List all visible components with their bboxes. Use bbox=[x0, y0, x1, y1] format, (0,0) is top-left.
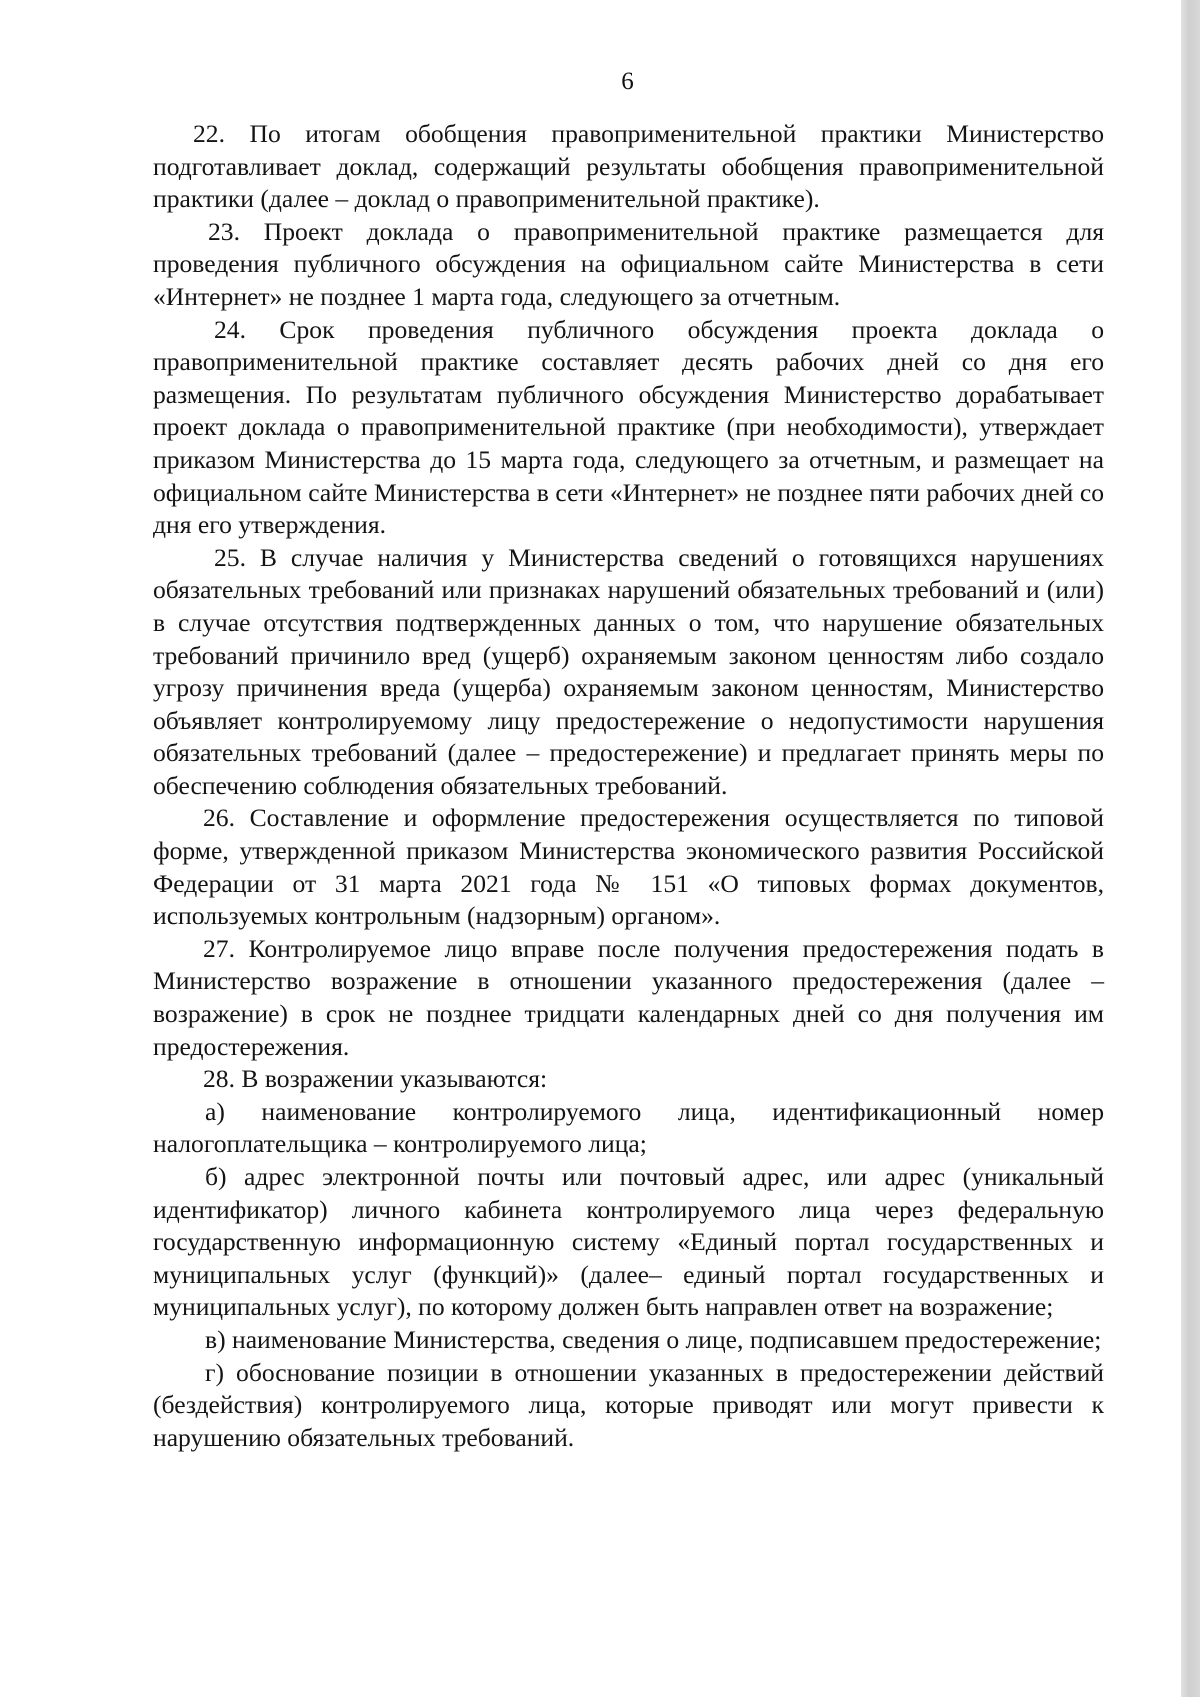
paragraph-23: 23. Проект доклада о правоприменительной практике размещается для проведения публичного обсуждения на официальном сайте Министерства в сети «Интернет» не позднее 1 марта года, следующего за отчетным. bbox=[153, 216, 1104, 311]
paragraph-26: 26. Составление и оформление предостережения осуществляется по типовой форме, утвержденной приказом Министерства экономического развития Российской Федерации от 31 марта 2021 года № 151 «О типовых формах документов, используемых контрольным (надзорным) органом». bbox=[153, 803, 1104, 931]
paragraph-25: 25. В случае наличия у Министерства сведений о готовящихся нарушениях обязательных требований или признаках нарушений обязательных требований и (или) в случае отсутствия подтвержденных данных о том, что нарушение обязательных требований причинило вред (ущерб) охраняемым законом ценностям либо создало угрозу причинения вреда (ущерба) охраняемым законом ценностям, Министерство объявляет контролируемому лицу предостережение о недопустимости нарушения обязательных требований (далее – предостережение) и предлагает принять меры по обеспечению соблюдения обязательных требований. bbox=[153, 542, 1104, 800]
paragraph-22: 22. По итогам обобщения правоприменительной практики Министерство подготавливает доклад, содержащий результаты обобщения правоприменительной практики (далее – доклад о правоприменительной практике). bbox=[153, 119, 1104, 214]
scan-edge bbox=[1181, 0, 1200, 1697]
paragraph-27: 27. Контролируемое лицо вправе после получения предостережения подать в Министерство возражение в отношении указанного предостережения (далее – возражение) в срок не позднее тридцати календарных дней со дня получения им предостережения. bbox=[153, 933, 1104, 1061]
document-body bbox=[153, 118, 1104, 1454]
list-item-v: в) наименование Министерства, сведения о лице, подписавшем предостережение; bbox=[205, 1324, 1102, 1354]
paragraph-24: 24. Срок проведения публичного обсуждения проекта доклада о правоприменительной практике составляет десять рабочих дней со дня его размещения. По результатам публичного обсуждения Министерство дорабатывает проект доклада о правоприменительной практике (при необходимости), утверждает приказом Министерства до 15 марта года, следующего за отчетным, и размещает на официальном сайте Министерства в сети «Интернет» не позднее пяти рабочих дней со дня его утверждения. bbox=[153, 314, 1104, 540]
list-item-a: а) наименование контролируемого лица, идентификационный номер налогоплательщика – контролируемого лица; bbox=[153, 1096, 1104, 1159]
page-number: 6 bbox=[621, 68, 634, 95]
list-item-b: б) адрес электронной почты или почтовый адрес, или адрес (уникальный идентификатор) личного кабинета контролируемого лица через федеральную государственную информационную систему «Единый портал государственных и муниципальных услуг (функций)» (далее– единый портал государственных и муниципальных услуг), по которому должен быть направлен ответ на возражение; bbox=[153, 1162, 1104, 1322]
list-item-g: г) обоснование позиции в отношении указанных в предостережении действий (бездействия) контролируемого лица, которые приводят или могут привести к нарушению обязательных требований. bbox=[153, 1357, 1104, 1452]
paragraph-28: 28. В возражении указываются: bbox=[203, 1064, 548, 1094]
